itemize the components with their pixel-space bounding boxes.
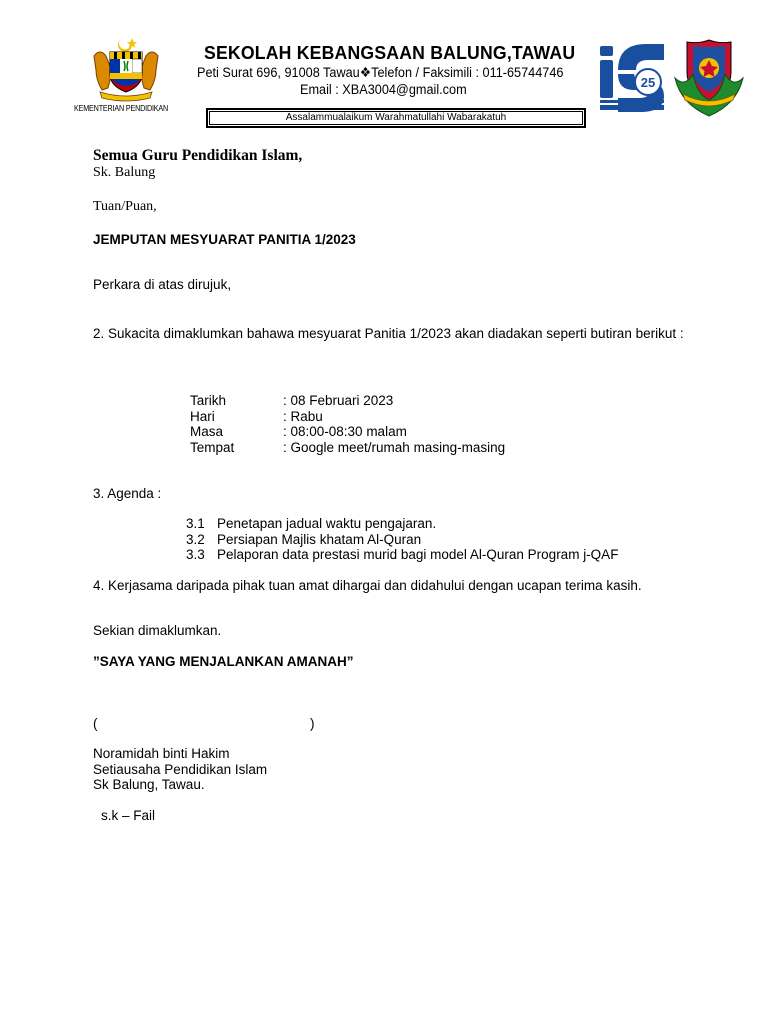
detail-label: Masa [190,424,224,439]
paragraph-thanks: 4. Kerjasama daripada pihak tuan amat dihargai dan didahului dengan ucapan terima kasih. [93,578,642,593]
detail-label: Hari [190,408,215,424]
agenda-item [186,532,618,548]
agenda-item [186,547,618,563]
closing-line: Sekian dimaklumkan. [93,623,222,638]
greeting-box [206,108,586,128]
signatory-name: Noramidah binti Hakim [93,746,230,761]
paragraph-reference: Perkara di atas dirujuk, [93,277,232,292]
school-address: Peti Surat 696, 91008 Tawau❖Telefon / Faksimili : 011-65744746 [197,65,564,80]
svg-text:25: 25 [640,75,656,90]
signatory-block [93,746,267,793]
detail-value: : Rabu [283,408,323,424]
signature-bracket-open: ( [93,716,98,731]
agenda-text: Persiapan Majlis khatam Al-Quran [217,531,422,547]
letter-subject: JEMPUTAN MESYUARAT PANITIA 1/2023 [93,232,356,247]
school-crest-logo [671,38,747,118]
agenda-number: 3.2 [186,531,205,547]
greeting-text: Assalammualaikum Warahmatullahi Wabarakatuh [285,112,507,123]
agenda-item [186,516,618,532]
detail-value: : 08:00-08:30 malam [283,424,407,439]
signatory-title: Setiausaha Pendidikan Islam [93,761,268,777]
detail-label: Tempat [190,439,235,455]
detail-row-day [190,409,505,425]
salutation: Tuan/Puan, [93,199,157,214]
carbon-copy: s.k – Fail [101,808,156,823]
meeting-details [190,393,505,455]
detail-row-date [190,393,505,409]
school-email: Email : XBA3004@gmail.com [300,82,467,97]
kssr-25-logo [598,40,666,112]
agenda-text: Pelaporan data prestasi murid bagi model Al-Quran Program j-QAF [217,547,619,562]
signatory-school: Sk Balung, Tawau. [93,777,205,792]
motto: ”SAYA YANG MENJALANKAN AMANAH” [93,654,354,669]
detail-value: : 08 Februari 2023 [283,393,394,408]
agenda-text: Penetapan jadual waktu pengajaran. [217,516,437,531]
agenda-heading: 3. Agenda : [93,486,162,501]
coat-of-arms-logo [86,34,166,104]
detail-label: Tarikh [190,393,227,408]
agenda-list [186,516,618,563]
school-name: SEKOLAH KEBANGSAAN BALUNG,TAWAU [204,43,576,63]
signature-bracket-close: ) [310,716,315,731]
recipient-school: Sk. Balung [93,165,156,180]
paragraph-announcement: 2. Sukacita dimaklumkan bahawa mesyuarat Panitia 1/2023 akan diadakan seperti butiran berikut : [93,326,684,341]
detail-row-venue [190,440,505,456]
recipient: Semua Guru Pendidikan Islam, [93,147,303,164]
agenda-number: 3.1 [186,516,205,531]
detail-value: : Google meet/rumah masing-masing [283,439,506,455]
detail-row-time [190,424,505,440]
ministry-label: KEMENTERIAN PENDIDIKAN [74,104,169,113]
agenda-number: 3.3 [186,547,205,562]
